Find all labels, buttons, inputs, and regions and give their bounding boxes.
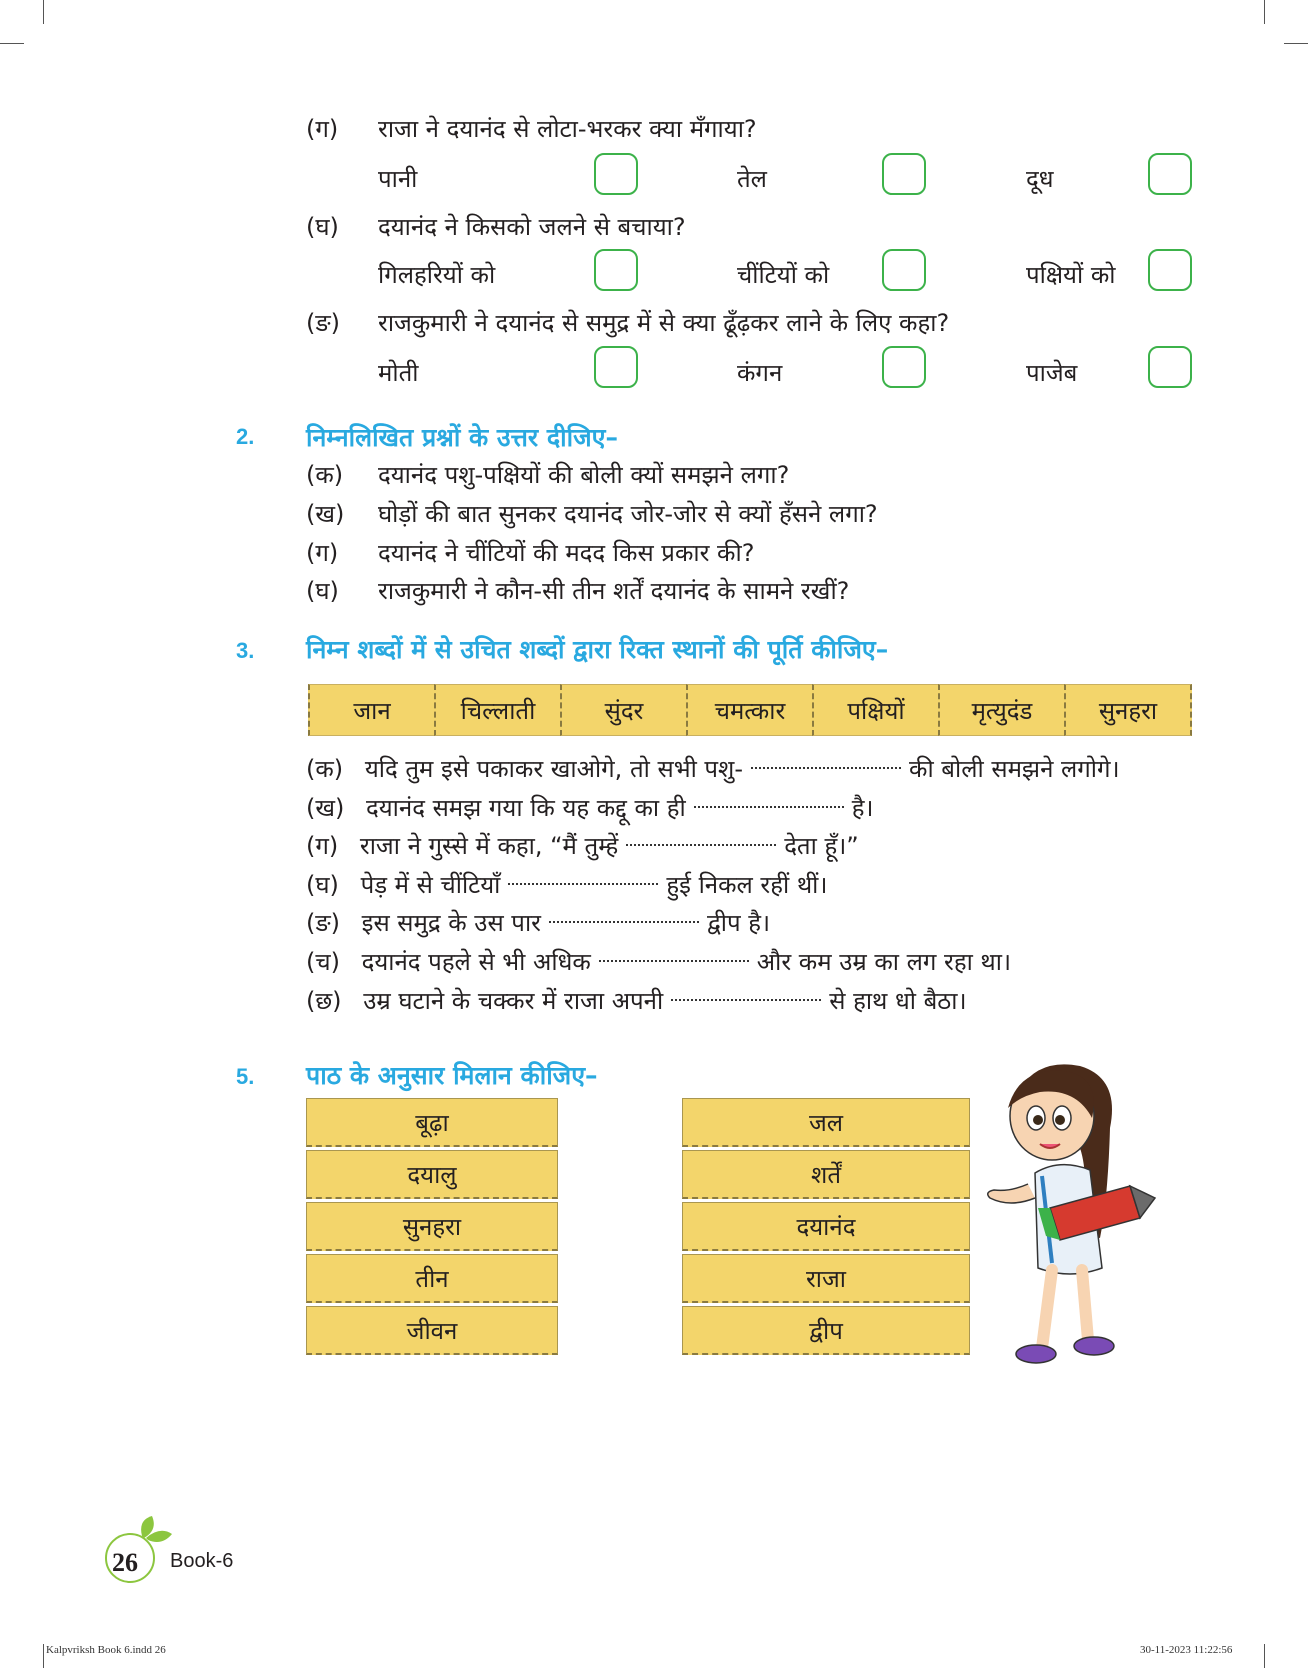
crop-mark <box>1284 43 1308 44</box>
girl-illustration <box>980 1058 1160 1370</box>
question-marker: (ङ) <box>306 309 341 337</box>
match-right-item[interactable]: शर्तें <box>682 1150 970 1199</box>
match-left-item[interactable]: बूढ़ा <box>306 1098 558 1147</box>
sentence-before: दयानंद पहले से भी अधिक <box>361 948 591 976</box>
sentence-before: पेड़ में से चींटियाँ <box>360 871 501 899</box>
sentence-before: राजा ने गुस्से में कहा, “मैं तुम्हें <box>359 832 619 860</box>
question-text: दयानंद ने किसको जलने से बचाया? <box>378 213 686 241</box>
blank-field[interactable] <box>694 792 844 808</box>
sentence-after: द्वीप है। <box>706 909 771 937</box>
match-left-item[interactable]: तीन <box>306 1254 558 1303</box>
match-left-item[interactable]: दयालु <box>306 1150 558 1199</box>
option-label: कंगन <box>737 359 783 387</box>
question-marker: (क) <box>306 755 344 783</box>
sentence-after: है। <box>851 794 874 822</box>
answer-checkbox[interactable] <box>882 249 926 291</box>
match-right-item[interactable]: राजा <box>682 1254 970 1303</box>
crop-mark <box>1264 0 1265 24</box>
fill-sentence <box>306 829 859 862</box>
option-label: चींटियों को <box>737 261 830 289</box>
question-text: दयानंद पशु-पक्षियों की बोली क्यों समझने लगा? <box>378 461 790 489</box>
fill-sentence <box>306 906 770 939</box>
question-marker: (ङ) <box>306 909 341 937</box>
fill-sentence <box>306 984 967 1017</box>
blank-field[interactable] <box>626 830 776 846</box>
question-marker: (घ) <box>306 871 339 899</box>
section-number: 5. <box>236 1064 255 1089</box>
fill-sentence <box>306 752 1120 785</box>
question-marker: (ख) <box>306 794 345 822</box>
answer-checkbox[interactable] <box>594 249 638 291</box>
answer-checkbox[interactable] <box>594 153 638 195</box>
match-right-item[interactable]: जल <box>682 1098 970 1147</box>
word-bank-item: सुनहरा <box>1064 684 1192 736</box>
question-marker: (ग) <box>306 832 339 860</box>
sentence-before: यदि तुम इसे पकाकर खाओगे, तो सभी पशु- <box>364 755 744 783</box>
option-label: पक्षियों को <box>1026 261 1116 289</box>
blank-field[interactable] <box>671 985 821 1001</box>
question-marker: (ग) <box>306 539 339 567</box>
sentence-after: की बोली समझने लगोगे। <box>909 755 1120 783</box>
question-marker: (क) <box>306 461 344 489</box>
question-text: राजकुमारी ने कौन-सी तीन शर्तें दयानंद के सामने रखीं? <box>378 577 850 605</box>
word-bank-item: चिल्लाती <box>434 684 560 736</box>
match-left-column <box>306 1098 558 1358</box>
word-bank-item: पक्षियों <box>812 684 938 736</box>
question-marker: (घ) <box>306 577 339 605</box>
section-title: निम्नलिखित प्रश्नों के उत्तर दीजिए– <box>306 423 618 452</box>
crop-mark <box>0 43 24 44</box>
match-left-item[interactable]: जीवन <box>306 1306 558 1355</box>
question-marker: (च) <box>306 948 340 976</box>
question-marker: (ख) <box>306 500 345 528</box>
question-marker: (घ) <box>306 213 339 241</box>
blank-field[interactable] <box>549 907 699 923</box>
answer-checkbox[interactable] <box>882 346 926 388</box>
blank-field[interactable] <box>751 753 901 769</box>
sentence-before: उम्र घटाने के चक्कर में राजा अपनी <box>363 987 664 1015</box>
question-marker: (ग) <box>306 115 339 143</box>
book-label: Book-6 <box>170 1550 234 1572</box>
answer-checkbox[interactable] <box>1148 346 1192 388</box>
section-title: निम्न शब्दों में से उचित शब्दों द्वारा रिक्त स्थानों की पूर्ति कीजिए– <box>306 635 889 664</box>
word-bank-item: जान <box>308 684 434 736</box>
crop-mark <box>43 1644 44 1668</box>
blank-field[interactable] <box>599 946 749 962</box>
word-bank <box>308 684 1192 736</box>
page-number: 26 <box>112 1548 138 1577</box>
answer-checkbox[interactable] <box>882 153 926 195</box>
answer-checkbox[interactable] <box>1148 249 1192 291</box>
question-text: घोड़ों की बात सुनकर दयानंद जोर-जोर से क्यों हँसने लगा? <box>378 500 878 528</box>
word-bank-item: सुंदर <box>560 684 686 736</box>
option-label: पानी <box>378 165 418 193</box>
answer-checkbox[interactable] <box>1148 153 1192 195</box>
match-right-column <box>682 1098 970 1358</box>
sentence-after: से हाथ धो बैठा। <box>829 987 967 1015</box>
option-label: गिलहरियों को <box>378 261 496 289</box>
section-number: 3. <box>236 638 255 663</box>
match-right-item[interactable]: दयानंद <box>682 1202 970 1251</box>
option-label: मोती <box>378 359 419 387</box>
sentence-before: इस समुद्र के उस पार <box>361 909 541 937</box>
match-left-item[interactable]: सुनहरा <box>306 1202 558 1251</box>
crop-mark <box>1264 1644 1265 1668</box>
sentence-after: और कम उम्र का लग रहा था। <box>756 948 1012 976</box>
file-name: Kalpvriksh Book 6.indd 26 <box>46 1644 166 1656</box>
option-label: तेल <box>737 165 767 193</box>
match-right-item[interactable]: द्वीप <box>682 1306 970 1355</box>
question-text: राजकुमारी ने दयानंद से समुद्र में से क्या ढूँढ़कर लाने के लिए कहा? <box>378 309 950 337</box>
fill-sentence <box>306 791 874 824</box>
question-text: दयानंद ने चींटियों की मदद किस प्रकार की? <box>378 539 755 567</box>
fill-sentence <box>306 868 828 901</box>
blank-field[interactable] <box>508 869 658 885</box>
sentence-before: दयानंद समझ गया कि यह कद्दू का ही <box>366 794 686 822</box>
timestamp: 30-11-2023 11:22:56 <box>1140 1644 1233 1656</box>
option-label: दूध <box>1026 165 1054 193</box>
option-label: पाजेब <box>1026 359 1078 387</box>
question-text: राजा ने दयानंद से लोटा-भरकर क्या मँगाया? <box>378 115 757 143</box>
sentence-after: हुई निकल रहीं थीं। <box>666 871 828 899</box>
section-number: 2. <box>236 424 255 449</box>
fill-sentence <box>306 945 1011 978</box>
word-bank-item: चमत्कार <box>686 684 812 736</box>
sentence-after: देता हूँ।” <box>784 832 859 860</box>
crop-mark <box>43 0 44 24</box>
question-marker: (छ) <box>306 987 342 1015</box>
section-title: पाठ के अनुसार मिलान कीजिए– <box>306 1061 598 1090</box>
answer-checkbox[interactable] <box>594 346 638 388</box>
word-bank-item: मृत्युदंड <box>938 684 1064 736</box>
